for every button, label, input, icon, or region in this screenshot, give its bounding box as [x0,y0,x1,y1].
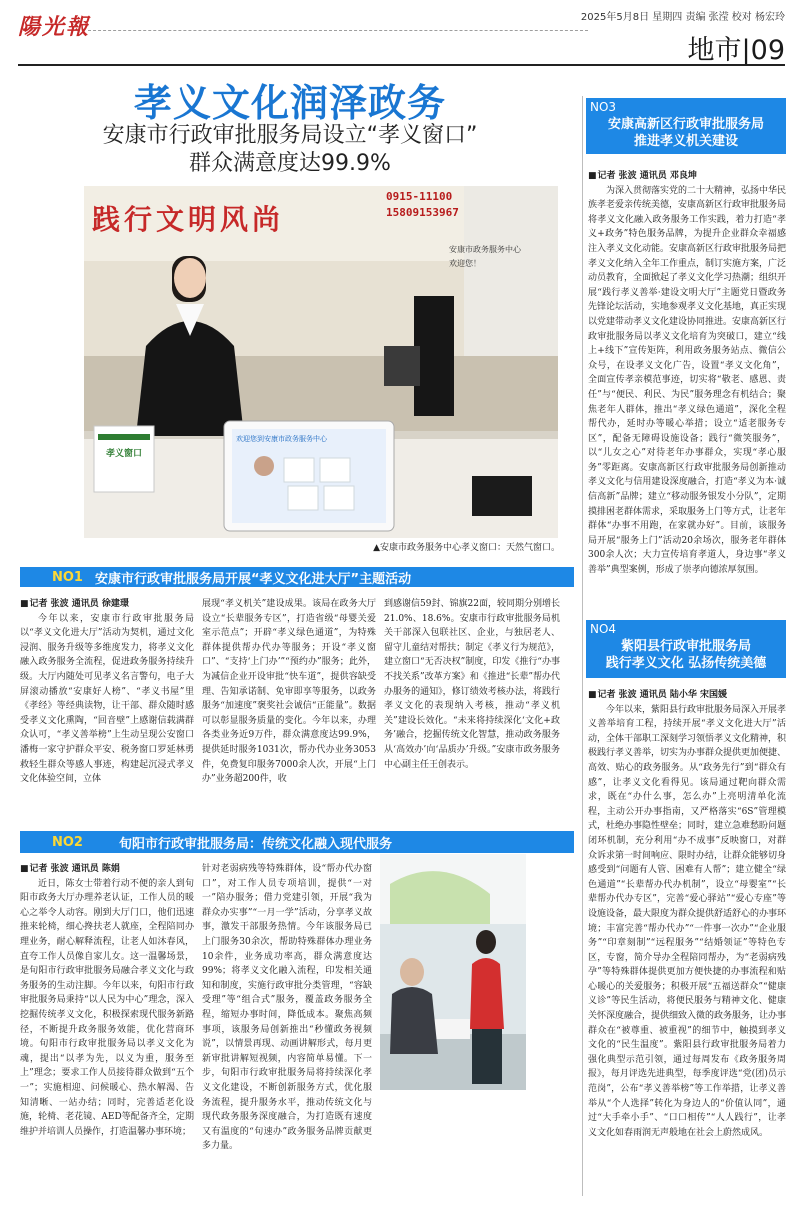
no1-column-3 [384,597,560,803]
no4-header-box [586,620,786,678]
lead-subheadline [40,122,540,178]
lead-subheadline-line2: 群众满意度达99.9% [189,151,391,176]
no1-header-bar [20,567,574,587]
no1-byline: ■ 记者 张波 通讯员 徐建璟 [20,597,194,612]
no3-title-line1: 安康高新区行政审批服务局 [607,117,764,132]
column-divider [582,96,583,1196]
no3-article [588,169,786,609]
no3-byline: ■ 记者 张波 通讯员 邓良坤 [588,169,786,184]
photo-xunyang-service [380,854,526,1090]
photo-desk-sign: 孝义窗口 [105,449,142,459]
no4-byline: ■ 记者 张波 通讯员 陆小华 宋国媛 [588,688,786,703]
photo-phone-1: 0915-11100 [386,190,453,203]
header-rule [18,64,785,66]
no3-text: 为深入贯彻落实党的二十大精神，弘扬中华民族孝老爱亲传统美德，安康高新区行政审批服务局将孝义文化融入政务服务工作实践，着力打造“孝义+政务”特色服务品牌，为提升企业群众幸福感注入孝义文化动能。安康高新区行政审批服务局把孝义文化纳入全年工作重点，制订实施方案，广泛动员教育，全面掀起了孝义文化学习热潮；组织开展“践行孝义善举·建设文明大厅”主题党日暨政务先锋论坛活动，实地参观孝义文化基地，真正实现以党建带动孝义文化建设协同推进。安康高新区行政审批服务局以孝义文化培育为突破口，建立“线上+线下”宣传矩阵，利用政务服务站点、微信公众号，在设孝义文化广告，设置“孝义文化角”，全面宣传孝亲模范事迹，切实将“敬老、感恩、责任”与“便民、利民、为民”服务理念有机结合；聚焦老年人群体，推出“孝义绿色通道”，深化全程帮代办，延时办等暖心举措；设立“适老服务专区”，配备无障碍设施设备；践行“微笑服务”，以“儿女之心”对待老年办事群众，实现“孝心服务”零距离。安康高新区行政审批服务局创新推动孝义文化与信用建设深度融合，打造“孝义为本·诚信高新”品牌；建立“移动服务银发小分队”，定期摸排困老群体需求，采取服务上门等方式，让老年群体“办事不用跑，在家就办好”。目前，该服务局开展“服务上门”活动20余场次，服务老年群体300余人次；大力宣传培育孝道人，身边事“孝义善举”典型案例，形成了崇孝向德浓厚氛围。 [588,185,786,576]
section-label: 地市|09 [687,35,785,66]
no2-column-1 [20,862,194,1192]
no2-column-3 [380,1094,562,1194]
no2-text-2: 针对老弱病残等特殊群体，设“帮办代办窗口”，对工作人员专项培训，提供“一对一”陪办服务；借力党建引领，开展“我为群众办实事”“一月一学”活动，分享孝义故事，激发干部服务热情。今年该服务局已上门服务30余次，帮助特殊群体办理业务10余件，业务成功率高，群众满意度达99%；将孝义文化融入流程，印发相关通知和制度，实施行政审批分类管理，“容缺受理”等“组合式”服务，覆盖政务服务全程，缩短办事时间，降低成本。聚焦高频事项，该服务局创新推出“秒懂政务视频说”，以情景再现、动画讲解形式，每月更新审批讲解短视频，内容简单易懂。下一步，旬阳市行政审批服务局将持续深化孝义文化建设，不断创新服务方式，优化服务流程，提升服务水平，推动传统文化与现代政务服务深度融合，为打造既有速度又有温度的“旬速办”政务服务品牌贡献更多力量。 [202,864,372,1152]
lead-subheadline-line1: 安康市行政审批服务局设立“孝义窗口” [102,123,478,148]
photo-banner-text: 践行文明风尚 [92,203,285,236]
no4-label: NO4 [590,622,617,636]
no1-text-1: 今年以来，安康市行政审批服务局以“孝义文化进大厅”活动为契机，通过文化浸润、服务升级等多维度发力，将孝义文化融入政务服务全流程，促进政务服务持续升级。大厅内随处可见孝义名言警句，电子大屏滚动播放“安康好人榜”、“孝义书屋”里《孝经》等经典读物，让干部、群众随时感受孝义文化熏陶，“回音壁”上感谢信载满群众认可，“孝义善举榜”上生动呈现公安窗口潘梅一家守护群众平安、税务窗口罗延林勇救轻生群众等感人事迹，构建起沉浸式孝义文化体验空间，立体 [20,613,194,785]
no4-text: 今年以来，紫阳县行政审批服务局深入开展孝义善举培育工程，持续开展“孝义文化进大厅”活动，全体干部职工深刻学习领悟孝义文化精神，积极践行孝义善举，切实为办事群众提供更加便捷、高效、贴心的政务服务。从“政务先行”到“群众有感”，让孝义文化看得见。该局通过靶向群众需求，既在“办什么事，怎么办”上亮明清单化流程，主动公开办事指南，又严格落实“6S”管理模式，杜绝办事隐性壁垒；同时，建立急难愁盼问题闭环机制，充分利用“办不成事”反映窗口，对群众诉求第一时间响应、限时办结，让群众能够切身感受到“问题有人管、困难有人帮”；建立健全“绿色通道”“长辈帮办代办机制”，设立“母婴室”“长辈帮办代办专区”，完善“爱心驿站”“爱心专座”等设施设备，最大限度为群众提供舒适舒心的办事环境；丰富完善“帮办代办”“一件事一次办”“企业服务”“印章刻制”“远程服务”“结婚领证”等特色专区，专窗，简介导办全程陪同帮办，为“老弱病残孕”等特殊群体提供更加方便快捷的办事流程和贴心暖心的关爱服务；积极开展“五福送群众”“健康义诊”等民生活动，将便民服务与精神文化、健康关怀深度融合，提供细致入微的政务服务，让办事群众在“被尊重、被重视”的细节中，触摸到孝义文化的“民生温度”。紫阳县行政审批服务局着力强化典型示范引领，通过每周发布《政务服务周报》，每月评选先进典型，每季度评选“党(团)员示范岗”，公布“孝义善举榜”等工作举措，让孝义善举从“个人选择”转化为身边人的“价值认同”，通过“大手牵小手”、“口口相传”“人人践行”，让孝义文化如春雨润无声般地在社会上蔚然成风。 [588,704,786,1138]
photo1-caption: ▲安康市政务服务中心孝义窗口：天然气窗口。 [373,543,560,553]
no3-label: NO3 [590,100,617,114]
no1-text-3: 到感谢信59封、锦旗22面，较同期分别增长21.0%、18.6%。安康市行政审批服务局机关干部深入包联社区、企业，与独居老人、留守儿童结对帮扶；制定《孝义行为规范》，建立窗口“无否决权”制度，印发《推行“办事不找关系”改革方案》和《推进“长辈”帮办代办服务的通知》，修订绩效考核办法，将践行孝义文化的表现纳入考核，推动“孝义机关”建设长效化。“未来将持续深化‘文化+政务’融合，挖掘传统文化智慧，推动政务服务从‘高效办’向‘品质办’升级。”安康市政务服务中心副主任王创表示。 [384,599,560,770]
photo-wall-text-2: 欢迎您！ [449,259,481,268]
header-dashed-rule [88,30,588,31]
dateline: 2025年5月8日 星期四 责编 张滢 校对 杨宏玲 [580,12,785,23]
masthead-logo: 陽光報 [18,14,91,40]
photo-xiaoyi-window [84,186,558,538]
no2-text-1: 近日，陈女士带着行动不便的亲人到旬阳市政务大厅办理养老认证，工作人员的暖心之举令人动容。刚到大厅门口，他们迅速推来轮椅，细心搀扶老人就座，全程陪同办理业务，耐心解释流程，让老人如沐春风，直夸工作人员像自家儿女。这一温馨场景，是旬阳市行政审批服务局融合孝义文化与政务服务的生动注脚。今年以来，旬阳市行政审批服务局秉持“以人民为中心”理念，深入挖掘传统孝义文化，积极探索现代服务新路径，不断提升政务服务效能，优化营商环境。旬阳市行政审批服务局以孝义文化为魂，提出“以孝为先，以义为重，服务至上”理念；要求工作人员接待群众做到“五个一”；实施相迎、问候暖心、热水解渴、告知清晰、一站办结；同时，完善适老化设施，轮椅、老花镜、AED等配备齐全，定期维护并培训人员操作，打造温馨办事环境； [20,878,194,1137]
photo-xunyang-illustration [380,854,526,1090]
no2-column-2 [202,862,372,1192]
photo-phone-2: 15809153967 [386,206,459,219]
no4-title-line2: 践行孝义文化 弘扬传统美德 [605,656,767,671]
lead-headline: 孝义文化润泽政务 [133,81,446,125]
no4-article [588,688,786,1196]
no1-column-2 [202,597,376,803]
no4-title-line1: 紫阳县行政审批服务局 [620,639,751,654]
no3-title-line2: 推进孝义机关建设 [633,134,738,149]
photo-tablet-text: 欢迎您到安康市政务服务中心 [236,435,327,443]
photo-wall-text-1: 安康市政务服务中心 [449,245,521,254]
no1-title: 安康市行政审批服务局开展“孝义文化进大厅”主题活动 [94,571,412,587]
no3-header-box [586,98,786,154]
no1-label: NO1 [52,569,83,585]
no2-label: NO2 [52,834,83,850]
no2-header-bar [20,831,574,853]
no1-text-2: 展现“孝义机关”建设成果。该局在政务大厅设立“长辈服务专区”，打造省级“母婴关爱室示范点”；开辟“孝义绿色通道”，为特殊群体提供帮办代办等服务；开设“孝义窗口”、“支持‘上门办’”“预约办”服务；此外，为减信企业开设审批“快车道”，提供容缺受理、告知承诺制、免审即享等服务，以政务服务“加速度”褒奖社会诚信“正能量”。数据可以彰显服务质量的变化。今年以来，办理各类业务近9万件，群众满意度达99.9%，提供延时服务1031次，帮办代办业务3053件，免费复印服务7000余人次，开展“上门办”业务超200件，收 [202,599,376,785]
no2-byline: ■ 记者 张波 通讯员 陈娟 [20,862,194,877]
no2-title: 旬阳市行政审批服务局：传统文化融入现代服务 [118,836,392,852]
no1-column-1 [20,597,194,803]
photo-xiaoyi-window-illustration [84,186,558,538]
